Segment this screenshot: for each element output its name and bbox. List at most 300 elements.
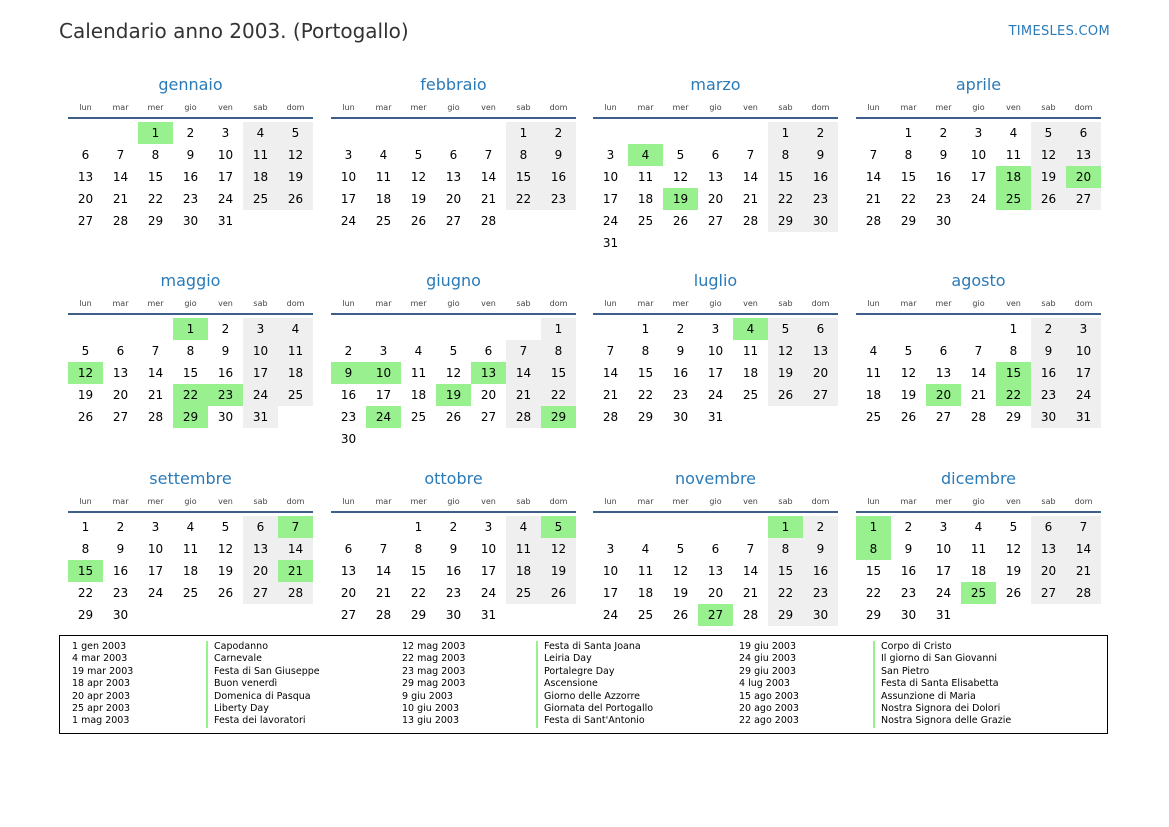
day-cell: 27 <box>340 608 357 622</box>
weekday-label: ven <box>743 298 758 308</box>
month-name: ottobre <box>424 469 483 488</box>
day-cell: 1 <box>81 520 90 534</box>
weekday-label: lun <box>79 298 92 308</box>
day-cell: 19 <box>1005 564 1022 578</box>
day-cell: 18 <box>410 388 427 402</box>
month-aprile <box>856 74 1101 232</box>
weekday-label: dom <box>811 298 830 308</box>
weekday-label: ven <box>218 102 233 112</box>
day-cell: 23 <box>672 388 689 402</box>
day-cell: 26 <box>768 384 803 406</box>
weekday-header <box>593 493 838 509</box>
weekday-label: mar <box>900 102 917 112</box>
day-cell: 28 <box>506 406 541 428</box>
holiday-day-cell: 25 <box>961 582 996 604</box>
day-cell: 3 <box>606 148 615 162</box>
day-cell: 28 <box>742 214 759 228</box>
empty-cell <box>471 318 506 340</box>
day-cell: 9 <box>676 344 685 358</box>
day-cell: 16 <box>803 166 838 188</box>
weekday-header <box>68 295 313 311</box>
day-cell: 13 <box>935 366 952 380</box>
day-cell: 20 <box>445 192 462 206</box>
holiday-name: Ascensione <box>536 678 598 690</box>
day-grid <box>856 318 1101 428</box>
day-cell: 9 <box>939 148 948 162</box>
day-cell: 20 <box>243 560 278 582</box>
holiday-name: Leiria Day <box>536 653 592 665</box>
day-cell: 3 <box>243 318 278 340</box>
day-cell: 26 <box>1005 586 1022 600</box>
day-cell: 6 <box>81 148 90 162</box>
day-cell: 26 <box>900 410 917 424</box>
day-cell: 11 <box>506 538 541 560</box>
weekday-label: mar <box>375 102 392 112</box>
weekday-label: gio <box>709 102 722 112</box>
day-cell: 5 <box>1009 520 1018 534</box>
day-cell: 29 <box>768 604 803 626</box>
day-cell: 15 <box>182 366 199 380</box>
weekday-header <box>856 99 1101 115</box>
day-cell: 5 <box>768 318 803 340</box>
month-name: settembre <box>149 469 232 488</box>
day-cell: 19 <box>768 362 803 384</box>
day-cell: 12 <box>445 366 462 380</box>
day-cell: 22 <box>541 384 576 406</box>
holiday-name: Giorno delle Azzorre <box>536 691 640 703</box>
weekday-label: mar <box>375 496 392 506</box>
day-cell: 5 <box>414 148 423 162</box>
day-cell: 3 <box>606 542 615 556</box>
day-cell: 5 <box>904 344 913 358</box>
day-cell: 29 <box>865 608 882 622</box>
empty-cell <box>401 318 436 340</box>
day-cell: 10 <box>147 542 164 556</box>
day-cell: 27 <box>480 410 497 424</box>
day-cell: 17 <box>602 586 619 600</box>
day-cell: 7 <box>484 148 493 162</box>
legend-row <box>390 691 653 703</box>
day-cell: 25 <box>637 608 654 622</box>
empty-cell <box>856 122 891 144</box>
day-cell: 4 <box>379 148 388 162</box>
day-cell: 7 <box>506 340 541 362</box>
day-grid <box>856 122 1101 232</box>
weekday-label: sab <box>516 496 531 506</box>
day-cell: 23 <box>182 192 199 206</box>
day-cell: 7 <box>974 344 983 358</box>
day-cell: 20 <box>112 388 129 402</box>
weekday-label: gio <box>447 298 460 308</box>
day-cell: 28 <box>742 608 759 622</box>
day-cell: 28 <box>602 410 619 424</box>
legend-row <box>60 715 320 727</box>
day-cell: 8 <box>541 340 576 362</box>
holiday-day-cell: 8 <box>856 538 891 560</box>
day-cell: 23 <box>803 582 838 604</box>
day-cell: 31 <box>707 410 724 424</box>
day-cell: 28 <box>1066 582 1101 604</box>
header-divider <box>856 117 1101 119</box>
weekday-label: sab <box>516 102 531 112</box>
empty-cell <box>593 122 628 144</box>
day-cell: 27 <box>243 582 278 604</box>
day-cell: 25 <box>182 586 199 600</box>
holiday-date: 4 mar 2003 <box>72 653 128 665</box>
page-title: Calendario anno 2003. (Portogallo) <box>59 19 409 43</box>
day-cell: 23 <box>900 586 917 600</box>
day-cell: 22 <box>768 188 803 210</box>
day-cell: 14 <box>480 170 497 184</box>
holiday-name: Il giorno di San Giovanni <box>873 653 997 665</box>
day-cell: 8 <box>186 344 195 358</box>
day-grid <box>331 122 576 232</box>
day-cell: 31 <box>480 608 497 622</box>
legend-row <box>727 703 1011 715</box>
day-grid <box>331 318 576 450</box>
weekday-label: sab <box>1041 102 1056 112</box>
day-cell: 12 <box>278 144 313 166</box>
day-cell: 7 <box>606 344 615 358</box>
day-cell: 16 <box>900 564 917 578</box>
empty-cell <box>628 122 663 144</box>
holiday-date: 22 ago 2003 <box>739 715 799 727</box>
day-cell: 17 <box>707 366 724 380</box>
legend-row <box>390 641 653 653</box>
day-grid <box>68 516 313 626</box>
day-cell: 2 <box>904 520 913 534</box>
day-cell: 30 <box>112 608 129 622</box>
day-cell: 29 <box>900 214 917 228</box>
day-cell: 7 <box>116 148 125 162</box>
day-cell: 16 <box>672 366 689 380</box>
holiday-date: 15 ago 2003 <box>739 690 799 702</box>
holiday-day-cell: 1 <box>856 516 891 538</box>
day-cell: 24 <box>480 586 497 600</box>
day-cell: 18 <box>742 366 759 380</box>
empty-cell <box>68 318 103 340</box>
weekday-label: gio <box>447 496 460 506</box>
holiday-name: Capodanno <box>206 641 268 653</box>
day-cell: 1 <box>541 318 576 340</box>
day-cell: 19 <box>217 564 234 578</box>
day-cell: 16 <box>112 564 129 578</box>
day-cell: 8 <box>81 542 90 556</box>
legend-row <box>60 666 320 678</box>
day-cell: 24 <box>147 586 164 600</box>
day-cell: 16 <box>541 166 576 188</box>
day-cell: 30 <box>340 432 357 446</box>
day-cell: 12 <box>768 340 803 362</box>
day-cell: 11 <box>182 542 199 556</box>
empty-cell <box>733 122 768 144</box>
day-cell: 5 <box>449 344 458 358</box>
day-cell: 27 <box>707 214 724 228</box>
day-cell: 19 <box>541 560 576 582</box>
day-cell: 12 <box>541 538 576 560</box>
weekday-label: ven <box>743 102 758 112</box>
day-cell: 11 <box>278 340 313 362</box>
holiday-name: Carnevale <box>206 653 262 665</box>
day-cell: 14 <box>506 362 541 384</box>
day-cell: 3 <box>974 126 983 140</box>
day-cell: 4 <box>869 344 878 358</box>
weekday-label: sab <box>1041 496 1056 506</box>
holiday-date: 12 mag 2003 <box>402 641 466 652</box>
day-cell: 14 <box>742 564 759 578</box>
day-cell: 1 <box>1009 322 1018 336</box>
day-cell: 6 <box>939 344 948 358</box>
holiday-date: 1 mag 2003 <box>72 715 130 727</box>
day-cell: 27 <box>803 384 838 406</box>
day-cell: 22 <box>147 192 164 206</box>
holiday-name: Festa di Sant'Antonio <box>536 715 645 727</box>
weekday-header <box>593 99 838 115</box>
empty-cell <box>663 516 698 538</box>
day-cell: 30 <box>803 604 838 626</box>
day-cell: 19 <box>278 166 313 188</box>
day-cell: 18 <box>970 564 987 578</box>
empty-cell <box>698 516 733 538</box>
day-cell: 8 <box>1009 344 1018 358</box>
weekday-label: dom <box>811 496 830 506</box>
month-dicembre <box>856 468 1101 626</box>
holiday-day-cell: 4 <box>628 144 663 166</box>
day-cell: 30 <box>803 210 838 232</box>
day-cell: 20 <box>803 362 838 384</box>
day-cell: 30 <box>1031 406 1066 428</box>
day-cell: 14 <box>865 170 882 184</box>
day-cell: 5 <box>81 344 90 358</box>
day-cell: 26 <box>278 188 313 210</box>
day-cell: 26 <box>217 586 234 600</box>
day-cell: 28 <box>375 608 392 622</box>
weekday-label: mer <box>935 102 952 112</box>
header-divider <box>331 511 576 513</box>
day-cell: 17 <box>243 362 278 384</box>
day-cell: 22 <box>637 388 654 402</box>
day-cell: 12 <box>217 542 234 556</box>
day-cell: 7 <box>746 148 755 162</box>
holiday-date: 13 giu 2003 <box>402 715 459 727</box>
holiday-date: 24 giu 2003 <box>739 653 796 665</box>
day-cell: 21 <box>1066 560 1101 582</box>
weekday-label: dom <box>286 496 305 506</box>
weekday-label: mer <box>147 298 164 308</box>
day-cell: 21 <box>480 192 497 206</box>
day-cell: 27 <box>77 214 94 228</box>
empty-cell <box>628 516 663 538</box>
month-agosto <box>856 270 1101 428</box>
day-cell: 10 <box>480 542 497 556</box>
month-name: novembre <box>674 469 757 488</box>
day-cell: 6 <box>116 344 125 358</box>
day-cell: 27 <box>112 410 129 424</box>
holiday-day-cell: 25 <box>996 188 1031 210</box>
day-cell: 3 <box>939 520 948 534</box>
day-cell: 25 <box>375 214 392 228</box>
day-cell: 6 <box>1066 122 1101 144</box>
weekday-header <box>331 493 576 509</box>
weekday-label: gio <box>447 102 460 112</box>
weekday-label: gio <box>184 102 197 112</box>
weekday-label: mer <box>147 496 164 506</box>
holiday-name: Festa di Santa Elisabetta <box>873 678 999 690</box>
day-cell: 24 <box>217 192 234 206</box>
header-divider <box>593 117 838 119</box>
day-cell: 9 <box>1031 340 1066 362</box>
day-cell: 10 <box>602 170 619 184</box>
weekday-label: ven <box>481 496 496 506</box>
holiday-date: 10 giu 2003 <box>402 702 459 714</box>
day-cell: 30 <box>935 214 952 228</box>
empty-cell <box>733 516 768 538</box>
holiday-day-cell: 4 <box>733 318 768 340</box>
day-cell: 16 <box>182 170 199 184</box>
day-cell: 5 <box>1031 122 1066 144</box>
weekday-label: gio <box>972 102 985 112</box>
day-grid <box>856 516 1101 626</box>
empty-cell <box>891 318 926 340</box>
legend-row <box>60 678 320 690</box>
day-cell: 26 <box>1031 188 1066 210</box>
day-cell: 13 <box>243 538 278 560</box>
legend-row <box>390 703 653 715</box>
day-cell: 21 <box>147 388 164 402</box>
weekday-label: ven <box>481 102 496 112</box>
day-cell: 11 <box>865 366 882 380</box>
day-cell: 19 <box>77 388 94 402</box>
day-cell: 17 <box>147 564 164 578</box>
empty-cell <box>856 318 891 340</box>
day-cell: 10 <box>602 564 619 578</box>
weekday-label: ven <box>1006 298 1021 308</box>
header-divider <box>331 117 576 119</box>
day-cell: 13 <box>707 564 724 578</box>
weekday-label: dom <box>286 102 305 112</box>
day-cell: 26 <box>77 410 94 424</box>
day-cell: 29 <box>147 214 164 228</box>
day-cell: 8 <box>151 148 160 162</box>
holiday-day-cell: 1 <box>173 318 208 340</box>
holiday-name: Nostra Signora dei Dolori <box>873 703 1000 715</box>
month-name: febbraio <box>420 75 487 94</box>
day-cell: 23 <box>935 192 952 206</box>
month-novembre <box>593 468 838 626</box>
day-cell: 15 <box>541 362 576 384</box>
day-cell: 2 <box>676 322 685 336</box>
empty-cell <box>436 122 471 144</box>
day-cell: 26 <box>541 582 576 604</box>
weekday-label: ven <box>218 496 233 506</box>
day-cell: 4 <box>186 520 195 534</box>
holiday-day-cell: 19 <box>436 384 471 406</box>
day-cell: 30 <box>217 410 234 424</box>
day-cell: 2 <box>939 126 948 140</box>
legend-column <box>727 641 1011 728</box>
day-cell: 12 <box>672 170 689 184</box>
weekday-label: sab <box>778 496 793 506</box>
day-cell: 13 <box>77 170 94 184</box>
holiday-day-cell: 24 <box>366 406 401 428</box>
weekday-label: lun <box>79 496 92 506</box>
month-maggio <box>68 270 313 428</box>
day-cell: 16 <box>217 366 234 380</box>
day-cell: 11 <box>410 366 427 380</box>
day-cell: 17 <box>340 192 357 206</box>
weekday-header <box>331 295 576 311</box>
day-cell: 14 <box>970 366 987 380</box>
holiday-name: Giornata del Portogallo <box>536 703 653 715</box>
month-luglio <box>593 270 838 428</box>
day-cell: 13 <box>707 170 724 184</box>
day-cell: 22 <box>900 192 917 206</box>
day-cell: 13 <box>112 366 129 380</box>
empty-cell <box>593 318 628 340</box>
day-cell: 14 <box>602 366 619 380</box>
day-cell: 27 <box>1066 188 1101 210</box>
weekday-header <box>856 295 1101 311</box>
header-divider <box>68 511 313 513</box>
day-cell: 14 <box>278 538 313 560</box>
day-cell: 16 <box>1031 362 1066 384</box>
weekday-label: dom <box>549 102 568 112</box>
month-name: gennaio <box>158 75 223 94</box>
legend-row <box>727 715 1011 727</box>
day-cell: 23 <box>112 586 129 600</box>
weekday-label: dom <box>549 298 568 308</box>
day-cell: 6 <box>344 542 353 556</box>
day-cell: 4 <box>243 122 278 144</box>
empty-cell <box>138 318 173 340</box>
empty-cell <box>331 122 366 144</box>
day-cell: 28 <box>865 214 882 228</box>
holiday-day-cell: 1 <box>138 122 173 144</box>
day-cell: 15 <box>865 564 882 578</box>
weekday-label: lun <box>604 496 617 506</box>
day-cell: 21 <box>602 388 619 402</box>
day-cell: 24 <box>707 388 724 402</box>
day-grid <box>593 122 838 254</box>
day-cell: 1 <box>904 126 913 140</box>
day-cell: 12 <box>1031 144 1066 166</box>
brand-link[interactable]: TIMESLES.COM <box>1008 24 1110 39</box>
day-cell: 13 <box>1066 144 1101 166</box>
holiday-date: 1 gen 2003 <box>72 641 127 652</box>
month-name: marzo <box>690 75 741 94</box>
day-cell: 19 <box>900 388 917 402</box>
holiday-name: Domenica di Pasqua <box>206 691 311 703</box>
weekday-label: lun <box>604 102 617 112</box>
day-cell: 6 <box>803 318 838 340</box>
day-cell: 25 <box>742 388 759 402</box>
header-divider <box>593 511 838 513</box>
day-cell: 9 <box>449 542 458 556</box>
day-cell: 23 <box>1031 384 1066 406</box>
legend-row <box>390 653 653 665</box>
day-cell: 20 <box>480 388 497 402</box>
holiday-day-cell: 10 <box>366 362 401 384</box>
day-cell: 16 <box>340 388 357 402</box>
day-cell: 17 <box>970 170 987 184</box>
day-cell: 28 <box>278 582 313 604</box>
day-cell: 9 <box>803 538 838 560</box>
holiday-name: Festa di Santa Joana <box>536 641 641 653</box>
day-cell: 3 <box>1066 318 1101 340</box>
weekday-label: lun <box>342 102 355 112</box>
weekday-label: mer <box>672 298 689 308</box>
month-giugno <box>331 270 576 450</box>
